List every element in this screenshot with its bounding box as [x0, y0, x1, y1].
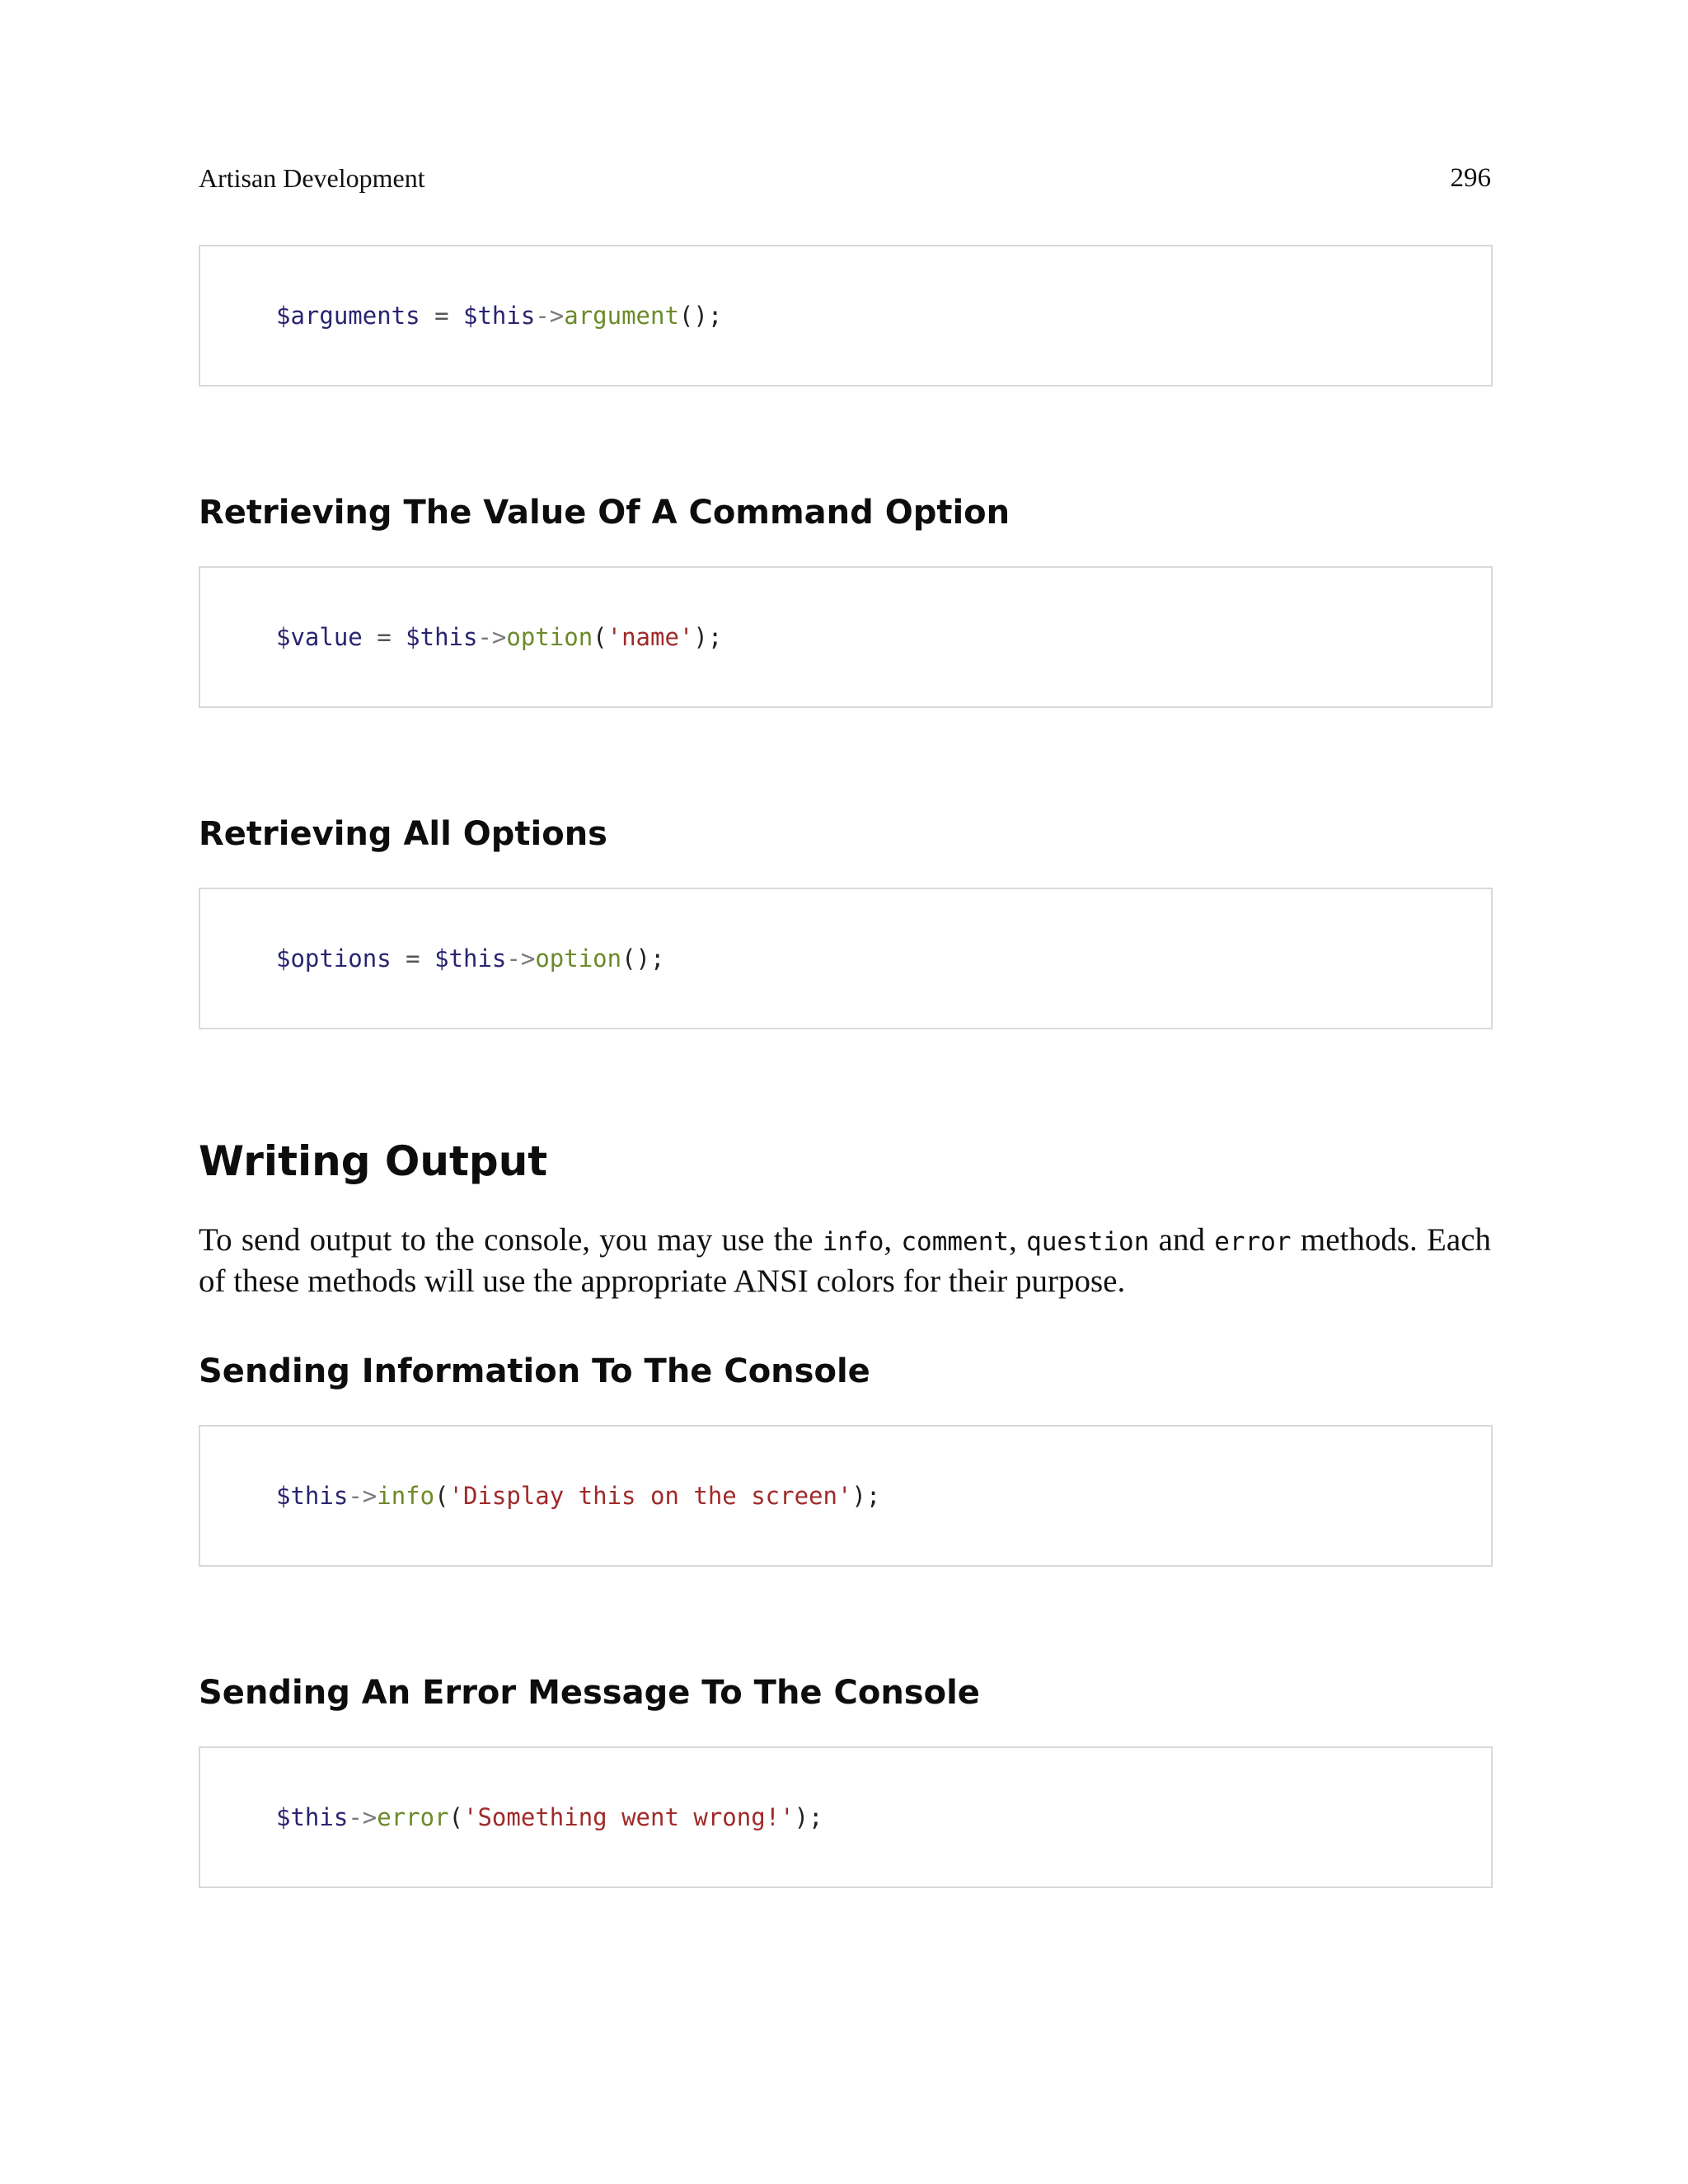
- code-function: argument: [564, 302, 679, 330]
- code-punctuation: (: [434, 1482, 449, 1510]
- code-arrow: ->: [348, 1803, 377, 1831]
- paragraph-text: To send output to the console, you may use the: [199, 1222, 823, 1258]
- code-punctuation: ();: [621, 944, 665, 972]
- code-variable: $value: [276, 623, 363, 651]
- code-this: $this: [463, 302, 536, 330]
- code-line: [276, 1799, 823, 1835]
- code-string: 'Something went wrong!': [463, 1803, 795, 1831]
- code-variable: $arguments: [276, 302, 420, 330]
- code-block-info: [199, 1425, 1493, 1567]
- code-block-arguments: [199, 245, 1493, 387]
- code-function: info: [377, 1482, 435, 1510]
- code-line: [276, 298, 722, 334]
- inline-code-question: question: [1026, 1227, 1150, 1257]
- inline-code-comment: comment: [901, 1227, 1010, 1257]
- code-punctuation: ();: [678, 302, 723, 330]
- inline-code-info: info: [822, 1227, 884, 1257]
- code-string: 'name': [607, 623, 694, 651]
- paragraph-text: ,: [1009, 1222, 1027, 1258]
- code-operator: =: [362, 623, 406, 651]
- paragraph-text: methods. Each of these methods will use the appropriate ANSI colors for their purpose.: [199, 1222, 1492, 1299]
- code-string: 'Display this on the screen': [448, 1482, 852, 1510]
- code-arrow: ->: [506, 944, 536, 972]
- code-function: error: [377, 1803, 449, 1831]
- code-operator: =: [420, 302, 463, 330]
- page-header: [199, 158, 1491, 198]
- paragraph-text: ,: [884, 1222, 902, 1258]
- page-number: 296: [1450, 163, 1491, 193]
- code-line: [276, 940, 664, 977]
- heading-sending-information: Sending Information To The Console: [199, 1352, 870, 1390]
- code-variable: $options: [276, 944, 392, 972]
- code-block-error: [199, 1746, 1493, 1888]
- inline-code-error: error: [1214, 1227, 1292, 1257]
- code-arrow: ->: [535, 302, 565, 330]
- code-block-all-options: [199, 888, 1493, 1029]
- code-punctuation: );: [794, 1803, 823, 1831]
- code-punctuation: );: [693, 623, 723, 651]
- paragraph-text: and: [1149, 1222, 1215, 1258]
- code-arrow: ->: [477, 623, 507, 651]
- paragraph-writing-output: [199, 1221, 1491, 1301]
- code-line: [276, 1478, 880, 1514]
- code-this: $this: [276, 1482, 349, 1510]
- code-arrow: ->: [348, 1482, 377, 1510]
- code-this: $this: [434, 944, 507, 972]
- code-block-option-name: [199, 566, 1493, 708]
- heading-retrieving-all-options: Retrieving All Options: [199, 815, 607, 853]
- code-punctuation: (: [593, 623, 607, 651]
- code-punctuation: );: [851, 1482, 881, 1510]
- code-this: $this: [276, 1803, 349, 1831]
- heading-sending-error: Sending An Error Message To The Console: [199, 1674, 980, 1712]
- heading-retrieving-option-value: Retrieving The Value Of A Command Option: [199, 494, 1010, 532]
- running-title: Artisan Development: [199, 163, 425, 193]
- heading-writing-output: Writing Output: [199, 1137, 548, 1185]
- code-operator: =: [391, 944, 435, 972]
- code-this: $this: [406, 623, 478, 651]
- code-line: [276, 619, 722, 655]
- code-punctuation: (: [448, 1803, 464, 1831]
- code-function: option: [535, 944, 622, 972]
- code-function: option: [506, 623, 593, 651]
